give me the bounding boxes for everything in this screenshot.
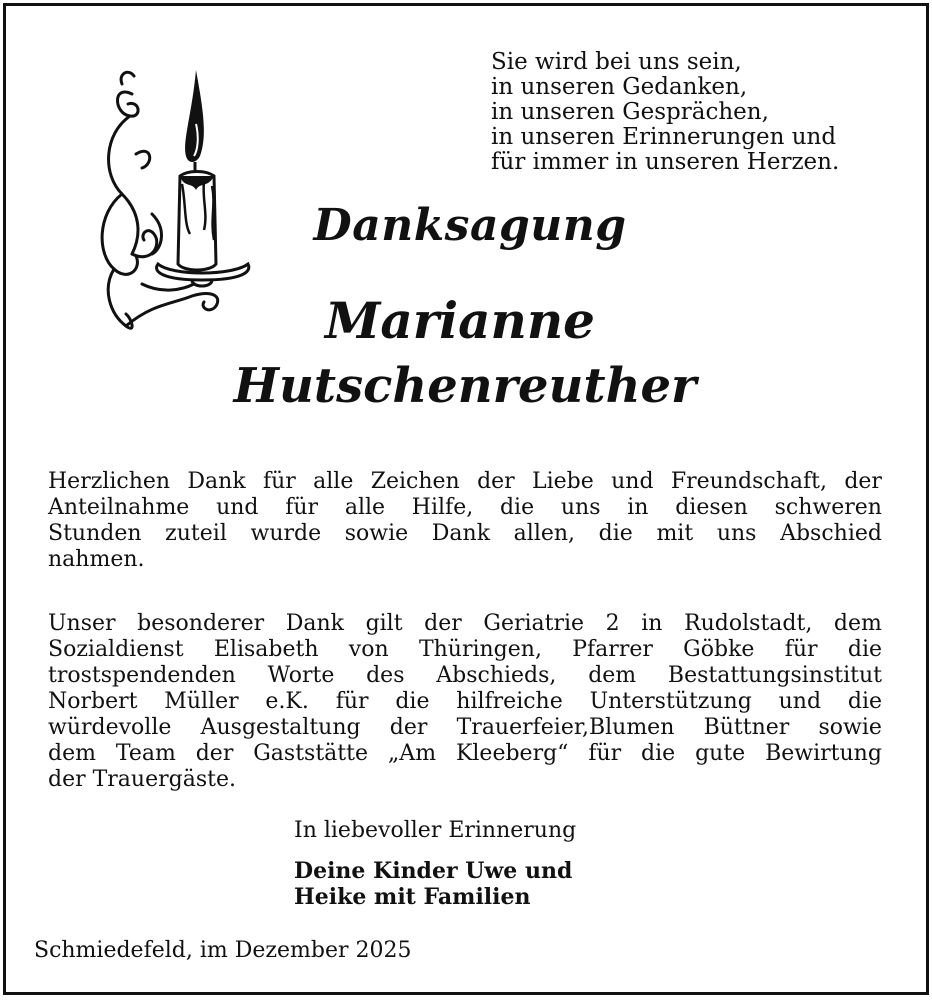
poem: [491, 50, 911, 175]
deceased-first-name: Marianne: [325, 291, 595, 350]
heading: Danksagung: [313, 200, 627, 251]
signature-line: Heike mit Familien: [294, 884, 531, 910]
candle-icon: [92, 64, 262, 354]
paragraph-line: würdevolle Ausgestaltung der Trauerfeier,Blumen Büttner sowie: [48, 715, 882, 740]
poem-line: für immer in unseren Herzen.: [491, 149, 840, 175]
signature-line: Deine Kinder Uwe und: [294, 858, 573, 884]
poem-line: in unseren Erinnerungen und: [491, 124, 837, 150]
paragraph-line: Stunden zuteil wurde sowie Dank allen, die mit uns Abschied: [48, 521, 882, 546]
signature: [294, 858, 572, 910]
thanks-paragraph: [48, 469, 882, 573]
deceased-last-name: Hutschenreuther: [233, 358, 697, 414]
paragraph-line: Anteilnahme und für alle Hilfe, die uns in diesen schweren: [48, 495, 882, 520]
closing-line: In liebevoller Erinnerung: [294, 818, 577, 843]
place-date: Schmiedefeld, im Dezember 2025: [34, 938, 412, 963]
paragraph-line: Herzlichen Dank für alle Zeichen der Liebe und Freundschaft, der: [48, 469, 882, 494]
paragraph-line: nahmen.: [48, 547, 145, 572]
special-thanks-paragraph: [48, 611, 882, 793]
paragraph-line: dem Team der Gaststätte „Am Kleeberg“ für die gute Bewirtung: [48, 741, 882, 766]
paragraph-line: trostspendenden Worte des Abschieds, dem Bestattungsinstitut: [48, 663, 882, 688]
poem-line: Sie wird bei uns sein,: [491, 49, 742, 75]
poem-line: in unseren Gesprächen,: [491, 99, 769, 125]
paragraph-line: Sozialdienst Elisabeth von Thüringen, Pfarrer Göbke für die: [48, 637, 882, 662]
paragraph-line: Norbert Müller e.K. für die hilfreiche Unterstützung und die: [48, 689, 882, 714]
paragraph-line: Unser besonderer Dank gilt der Geriatrie 2 in Rudolstadt, dem: [48, 611, 882, 636]
paragraph-line: der Trauergäste.: [48, 767, 236, 792]
poem-line: in unseren Gedanken,: [491, 74, 748, 100]
